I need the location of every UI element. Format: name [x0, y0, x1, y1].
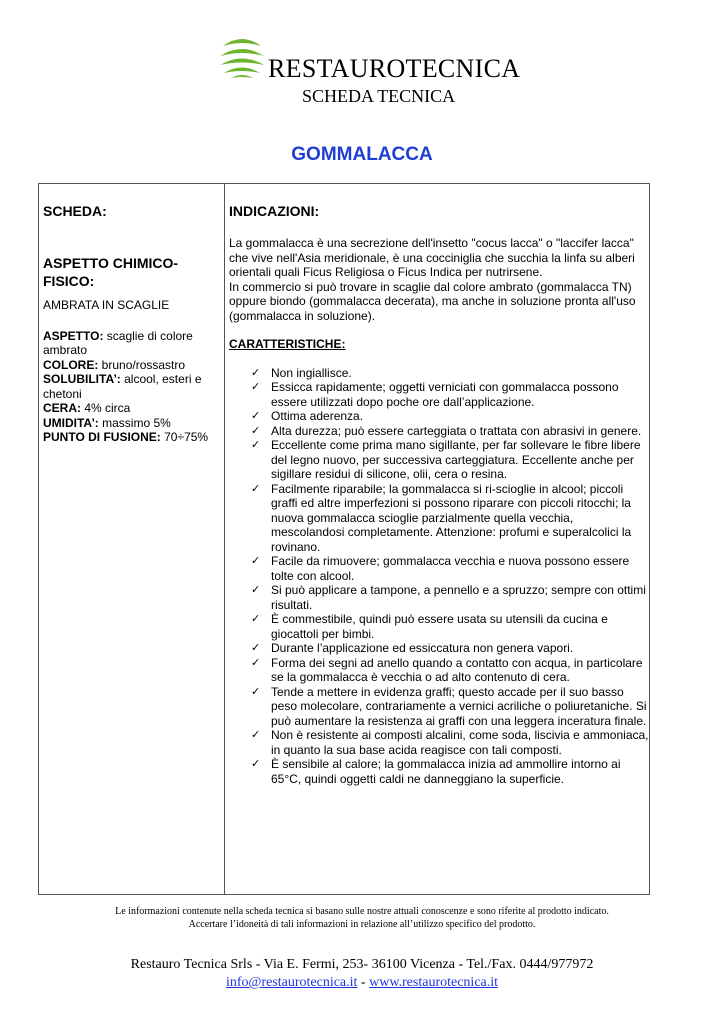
list-item: ✓ È commestibile, quindi può essere usata su utensili da cucina e giocattoli per bimbi.	[251, 612, 608, 641]
document-header	[0, 28, 724, 118]
scheda-heading: SCHEDA:	[43, 203, 107, 219]
check-icon: ✓	[251, 729, 261, 741]
disclaimer-line-2: Accertare l’idoneità di tali informazioni in relazione all’utilizzo specifico del prodotto.	[188, 919, 536, 930]
green-sphere-logo-icon	[219, 34, 265, 80]
check-icon: ✓	[251, 439, 261, 451]
list-item: ✓ Eccellente come prima mano sigillante, per far sollevare le fibre libere del legno nuovo, per successiva carteggiatura. Eccellente anche per sigillare residui di silicone, olii, cera o resina.	[251, 438, 641, 481]
intro-paragraph-1: La gommalacca è una secrezione dell'insetto "cocus lacca" o "laccifer lacca" che vive nell'Asia meridionale, è una cocciniglia che succhia la linfa su alberi orientali quali Ficus Religiosa o Ficus Indica per nutrirsene.	[229, 236, 635, 279]
contact-links	[0, 974, 724, 992]
list-item: ✓ Facile da rimuovere; gommalacca vecchia e nuova possono essere tolte con alcool.	[251, 554, 630, 583]
list-item: ✓ Essicca rapidamente; oggetti verniciati con gommalacca possono essere utilizzati dopo poche ore dall’applicazione.	[251, 380, 619, 409]
check-icon: ✓	[251, 555, 261, 567]
column-divider	[224, 184, 225, 894]
physical-form: AMBRATA IN SCAGLIE	[43, 298, 170, 312]
property-umidita: UMIDITA’: massimo 5%	[43, 415, 171, 430]
link-separator: -	[357, 975, 370, 990]
disclaimer-line-1: Le informazioni contenute nella scheda tecnica si basano sulle nostre attuali conoscenze e sono riferite al prodotto indicato.	[115, 906, 609, 917]
brand-name: RESTAUROTECNICA	[268, 54, 521, 83]
list-item: ✓ Durante l’applicazione ed essiccatura non genera vapori.	[251, 641, 574, 655]
website-link[interactable]: www.restaurotecnica.it	[369, 975, 499, 990]
list-item: ✓ Facilmente riparabile; la gommalacca si ri-scioglie in alcool; piccoli graffi ed altre imperfezioni si possono riparare con piccoli ritocchi; la nuova gommalacca scioglie parzialmente quella vecchia, mescolandosi completamente. Attenzione: profumi e superalcolici la rovinano.	[251, 481, 632, 554]
list-item: ✓ Non è resistente ai composti alcalini, come soda, liscivia e ammoniaca, in quanto la sua base acida reagisce con tali composti.	[251, 728, 649, 757]
indicazioni-heading: INDICAZIONI:	[229, 203, 320, 219]
check-icon: ✓	[251, 656, 261, 669]
check-icon: ✓	[251, 613, 261, 625]
check-icon: ✓	[251, 424, 261, 437]
list-item: ✓ Non ingiallisce.	[251, 365, 352, 380]
brand-subtitle: SCHEDA TECNICA	[302, 86, 456, 106]
property-solubilita: SOLUBILITA’: alcool, esteri e chetoni	[43, 372, 202, 401]
property-aspetto: ASPETTO: scaglie di colore ambrato	[43, 328, 193, 357]
check-icon: ✓	[251, 381, 261, 393]
check-icon: ✓	[251, 366, 261, 379]
check-icon: ✓	[251, 584, 261, 596]
property-cera: CERA: 4% circa	[43, 401, 131, 415]
intro-text	[229, 236, 649, 323]
caratteristiche-heading: CARATTERISTICHE:	[229, 337, 346, 351]
check-icon: ✓	[251, 410, 261, 422]
property-list	[43, 329, 221, 445]
list-item: ✓ È sensibile al calore; la gommalacca inizia ad ammollire intorno ai 65°C, quindi oggetti caldi ne danneggiano la superficie.	[251, 757, 621, 786]
spec-table	[38, 183, 650, 895]
check-icon: ✓	[251, 685, 261, 698]
check-icon: ✓	[251, 758, 261, 770]
list-item: ✓ Alta durezza; può essere carteggiata o trattata con abrasivi in genere.	[251, 423, 642, 438]
disclaimer	[0, 905, 724, 931]
intro-paragraph-2: In commercio si può trovare in scaglie dal colore ambrato (gommalacca TN) oppure biondo (gommalacca decerata), ma anche in soluzione pronta all'uso (gommalacca in soluzione).	[229, 279, 636, 323]
right-column	[229, 202, 649, 786]
email-link[interactable]: info@restaurotecnica.it	[225, 975, 358, 990]
characteristics-list	[229, 366, 649, 787]
list-item: ✓ Forma dei segni ad anello quando a contatto con acqua, in particolare se la gommalacca è vecchia o ad alto contenuto di cera.	[251, 655, 643, 684]
property-punto-fusione: PUNTO DI FUSIONE: 70÷75%	[43, 430, 209, 444]
aspetto-chimico-heading: ASPETTO CHIMICO-FISICO:	[43, 255, 179, 289]
check-icon: ✓	[251, 642, 261, 654]
property-colore: COLORE: bruno/rossastro	[43, 357, 186, 372]
check-icon: ✓	[251, 482, 261, 495]
list-item: ✓ Tende a mettere in evidenza graffi; questo accade per il suo basso peso molecolare, contrariamente a vernici acriliche o poliuretaniche. Si può aumentare la resistenza ai graffi con una leggera inceratura finale.	[251, 684, 647, 728]
list-item: ✓ Ottima aderenza.	[251, 409, 364, 423]
left-column	[43, 202, 221, 445]
product-title: GOMMALACCA	[291, 144, 433, 165]
list-item: ✓ Si può applicare a tampone, a pennello e a spruzzo; sempre con ottimi risultati.	[251, 583, 646, 612]
company-address: Restauro Tecnica Srls - Via E. Fermi, 253- 36100 Vicenza - Tel./Fax. 0444/977972	[130, 957, 594, 972]
